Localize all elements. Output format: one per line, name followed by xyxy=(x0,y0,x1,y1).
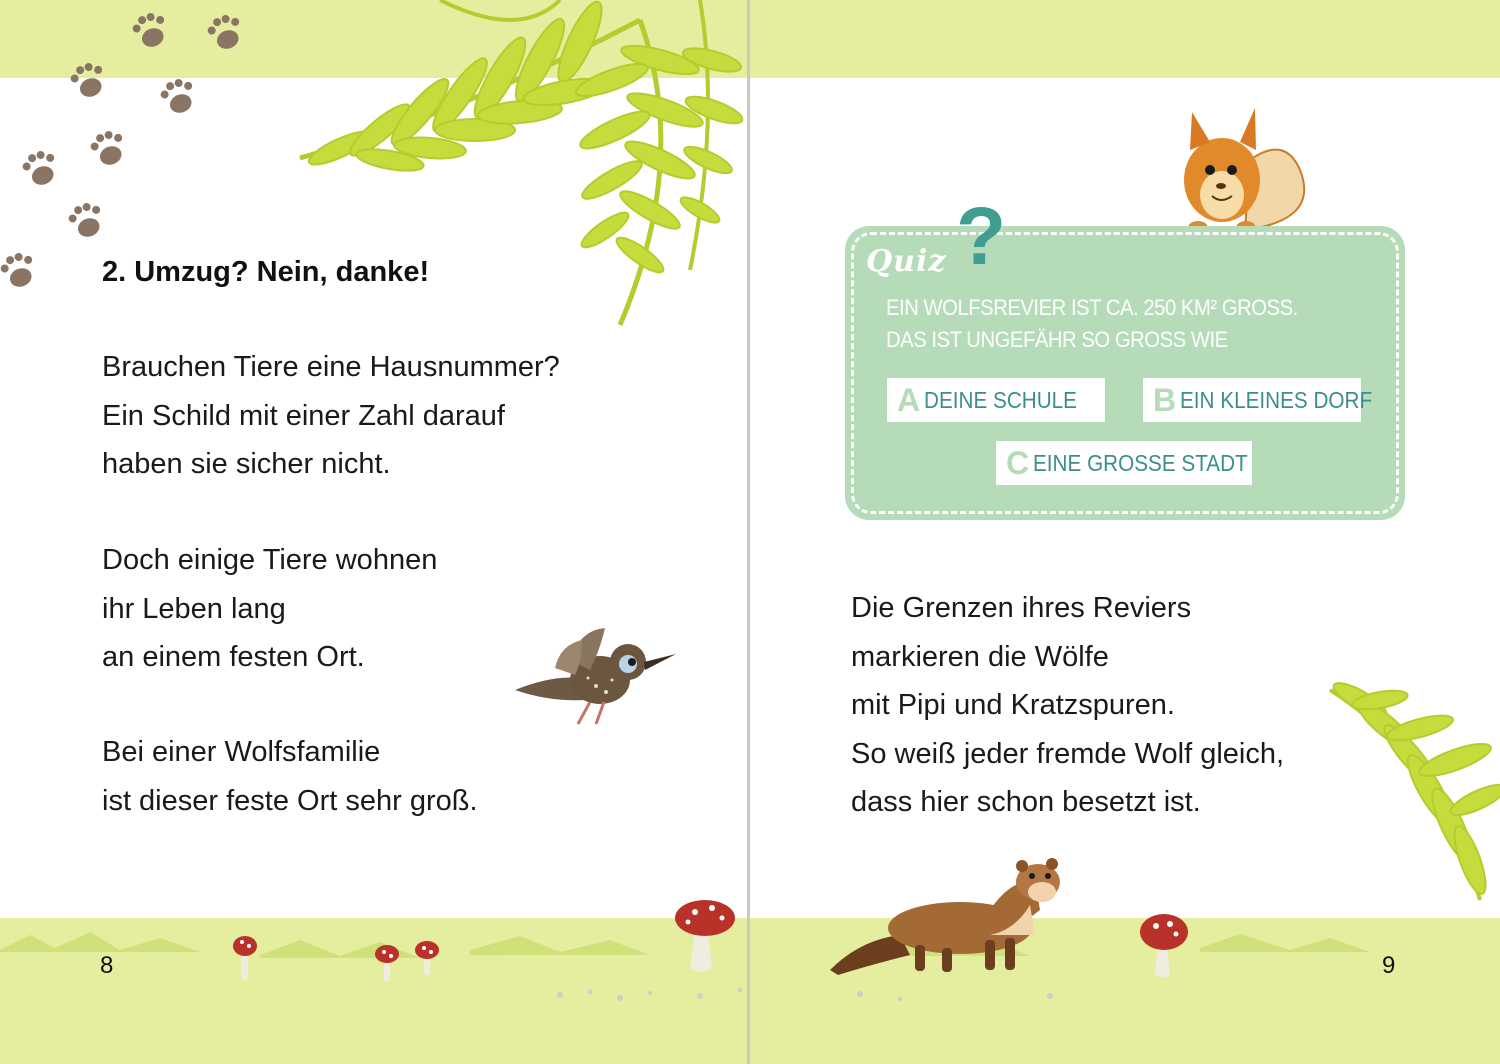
left-paragraph-1 xyxy=(102,343,560,489)
pebbles xyxy=(557,988,1053,1002)
bird-illustration xyxy=(515,628,676,724)
text-line: haben sie sicher nicht. xyxy=(102,448,391,480)
marten-illustration xyxy=(830,858,1060,975)
option-letter: C xyxy=(1006,444,1030,481)
text-line: Brauchen Tiere eine Hausnummer? xyxy=(102,351,560,383)
option-label: DEINE SCHULE xyxy=(924,386,1078,413)
quiz-option-b[interactable] xyxy=(1143,378,1373,422)
option-label: EINE GROSSE STADT xyxy=(1033,449,1248,476)
option-letter: A xyxy=(897,381,921,418)
text-line: Die Grenzen ihres Reviers xyxy=(851,592,1192,624)
text-line: ihr Leben lang xyxy=(102,592,286,625)
text-line: ist dieser feste Ort sehr groß. xyxy=(102,784,478,817)
text-line: Bei einer Wolfsfamilie xyxy=(102,736,381,768)
text-line: mit Pipi und Kratzspuren. xyxy=(851,689,1175,721)
left-paragraph-3 xyxy=(102,728,478,825)
option-letter: B xyxy=(1153,381,1177,418)
mushrooms xyxy=(233,900,1188,982)
fern-right xyxy=(1330,677,1500,900)
text-line: Doch einige Tiere wohnen xyxy=(102,544,438,576)
quiz-question: EIN WOLFSREVIER IST CA. 250 KM² GROSS. DAS IST UNGEFÄHR SO GROSS WIE xyxy=(886,295,1298,352)
option-label: EIN KLEINES DORF xyxy=(1180,386,1373,413)
quiz-option-c[interactable] xyxy=(996,441,1252,485)
right-paragraph-1 xyxy=(851,584,1284,827)
squirrel-illustration xyxy=(1184,108,1304,235)
chapter-heading: 2. Umzug? Nein, danke! xyxy=(102,256,430,288)
quiz-title: Quiz xyxy=(866,244,947,279)
text-line: markieren die Wölfe xyxy=(851,640,1109,673)
left-paragraph-2 xyxy=(102,536,437,682)
page-number-left: 8 xyxy=(100,952,114,979)
text-line: an einem festen Ort. xyxy=(102,641,365,673)
text-line: Ein Schild mit einer Zahl darauf xyxy=(102,399,505,432)
page-number-right: 9 xyxy=(1382,952,1396,979)
quiz-option-a[interactable] xyxy=(887,378,1105,422)
text-line: So weiß jeder fremde Wolf gleich, xyxy=(851,737,1285,770)
text-line: dass hier schon besetzt ist. xyxy=(851,786,1201,818)
question-mark-icon: ? xyxy=(956,191,1007,282)
